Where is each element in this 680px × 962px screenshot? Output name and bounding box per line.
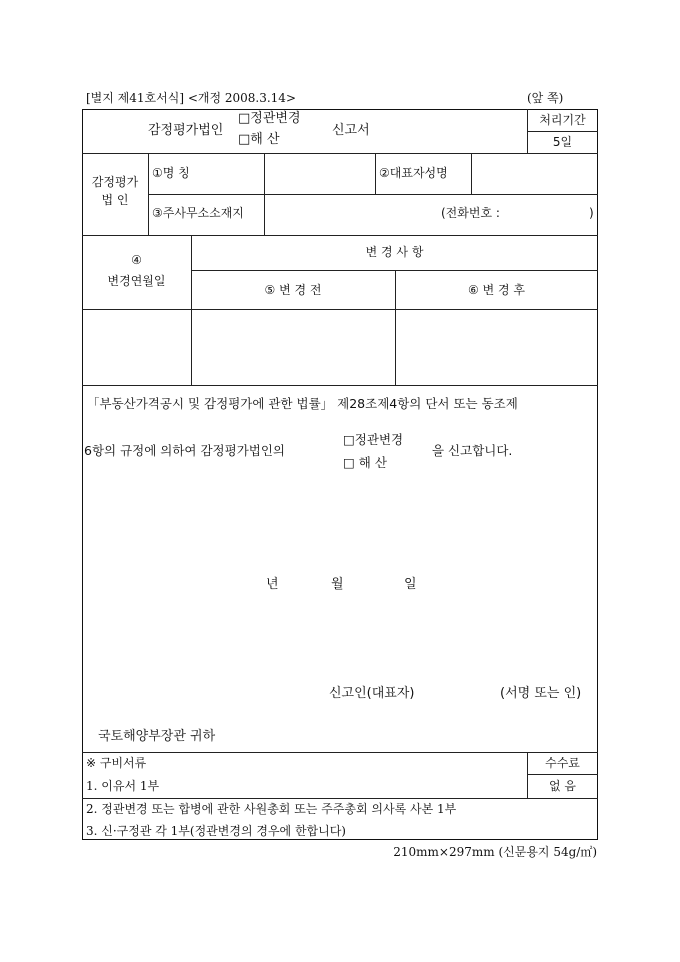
- document-item-1: 1. 이유서 1부: [86, 779, 160, 793]
- change-date-number: ④: [131, 253, 142, 267]
- representative-label: ②대표자성명: [379, 166, 448, 180]
- title-suffix: 신고서: [332, 123, 370, 138]
- title-option-change: □정관변경: [238, 111, 301, 126]
- rule-declaration-bottom: [82, 752, 598, 753]
- corp-label-line1: 감정평가: [91, 175, 139, 189]
- rule-fee-bottom: [82, 798, 598, 799]
- rule-corp-bottom: [82, 235, 598, 236]
- rule-corp-field-left: [264, 153, 265, 235]
- rule-rep-left: [375, 153, 376, 194]
- phone-label: (전화번호 :: [441, 206, 500, 220]
- rule-fee-mid: [527, 774, 598, 775]
- declaration-line2-prefix: 6항의 규정에 의하여 감정평가법인의: [84, 443, 285, 458]
- rule-title-bottom: [82, 153, 598, 154]
- date-day-label: 일: [404, 577, 417, 592]
- fee-value: 없 음: [549, 779, 576, 793]
- document-item-3: 3. 신·구정관 각 1부(정관변경의 경우에 한합니다): [86, 824, 346, 838]
- document-item-2: 2. 정관변경 또는 합병에 관한 사원총회 또는 주주총회 의사록 사본 1부: [86, 802, 457, 816]
- title-option-dissolve: □해 산: [238, 132, 280, 147]
- documents-header: ※ 구비서류: [86, 756, 147, 770]
- form-number: [별지 제41호서식] <개정 2008.3.14>: [86, 91, 296, 105]
- rule-change-bottom: [82, 385, 598, 386]
- page-side: (앞 쪽): [527, 91, 564, 105]
- rule-rep-right: [471, 153, 472, 194]
- name-label: ①명 칭: [152, 166, 190, 180]
- change-details-header: 변 경 사 항: [365, 245, 424, 259]
- declaration-line1: 「부동산가격공시 및 감정평가에 관한 법률」 제28조제4항의 단서 또는 동조제: [87, 396, 518, 411]
- title-subject: 감정평가법인: [148, 123, 224, 138]
- declaration-option-change[interactable]: □정관변경: [343, 432, 404, 447]
- rule-processing-mid: [527, 131, 598, 132]
- date-month-label: 월: [331, 577, 344, 592]
- phone-close: ): [589, 206, 594, 220]
- declaration-line2-suffix: 을 신고합니다.: [432, 443, 513, 458]
- fee-label: 수수료: [545, 756, 580, 770]
- rule-corp-label-right: [148, 153, 149, 235]
- processing-label: 처리기간: [539, 113, 586, 127]
- processing-value: 5일: [552, 135, 573, 149]
- rule-corp-mid: [148, 194, 598, 195]
- reporter-label: 신고인(대표자): [329, 686, 415, 701]
- paper-spec: 210mm×297mm (신문용지 54g/㎡): [393, 845, 597, 859]
- change-before-label: ⑤ 변 경 전: [264, 283, 322, 297]
- recipient-label: 국토해양부장관 귀하: [98, 729, 216, 744]
- signature-label: (서명 또는 인): [500, 686, 582, 701]
- rule-change-labels: [82, 309, 598, 310]
- corp-label-line2: 법 인: [101, 193, 129, 207]
- change-after-label: ⑥ 변 경 후: [468, 283, 525, 297]
- declaration-option-dissolve[interactable]: □ 해 산: [343, 455, 387, 470]
- address-label: ③주사무소소재지: [152, 206, 244, 220]
- change-date-label: 변경연월일: [107, 274, 166, 288]
- date-year-label: 년: [266, 577, 279, 592]
